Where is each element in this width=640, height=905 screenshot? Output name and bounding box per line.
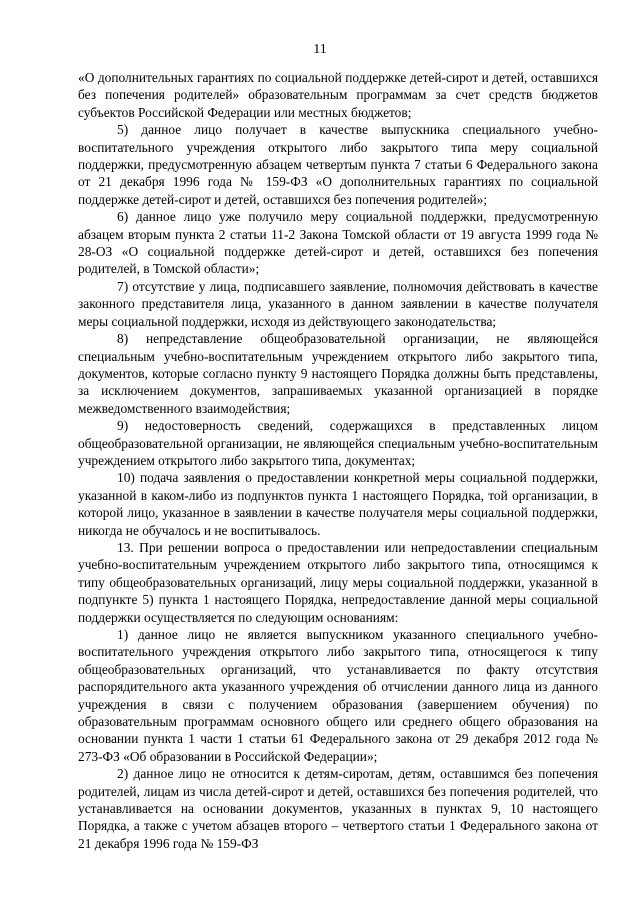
paragraph-item-10: 10) подача заявления о предоставлении конкретной меры социальной поддержки, указанной в каком-либо из подпунктов пункта 1 настоящего Порядка, той организации, в которой лицо, указанное в заявлении в качестве получателя меры социальной поддержки, никогда не обучалось и не воспитывалось. — [78, 470, 598, 538]
paragraph-item-5: 5) данное лицо получает в качестве выпускника специального учебно-воспитательного учреждения открытого либо закрытого типа меру социальной поддержки, предусмотренную абзацем четвертым пункта 7 статьи 6 Федерального закона от 21 декабря 1996 года № 159-ФЗ «О дополнительных гарантиях по социальной поддержке детей-сирот и детей, оставшихся без попечения родителей»; — [78, 122, 598, 207]
paragraph-clause-13: 13. При решении вопроса о предоставлении или непредоставлении специальным учебно-воспитательным учреждением открытого либо закрытого типа, относящимся к типу общеобразовательных организаций, лицу меры социальной поддержки, указанной в подпункте 5) пункта 1 настоящего Порядка, непредоставление данной меры социальной поддержки осуществляется по следующим основаниям: — [78, 539, 598, 625]
paragraph-item-8: 8) непредставление общеобразовательной организации, не являющейся специальным учебно-воспитательным учреждением открытого либо закрытого типа, документов, которые согласно пункту 9 настоящего Порядка должны быть представлены, за исключением документов, запрашиваемых указанной организацией в порядке межведомственного взаимодействия; — [78, 331, 598, 416]
paragraph-item-6: 6) данное лицо уже получило меру социальной поддержки, предусмотренную абзацем вторым пункта 2 статьи 11-2 Закона Томской области от 19 августа 1999 года № 28-ОЗ «О социальной поддержке детей-сирот и детей, оставшихся без попечения родителей, в Томской области»; — [78, 209, 598, 277]
paragraph-item-9: 9) недостоверность сведений, содержащихся в представленных лицом общеобразовательной организации, не являющейся специальным учебно-воспитательным учреждением открытого либо закрытого типа, документах; — [78, 418, 598, 468]
paragraph-clause-13-item-1: 1) данное лицо не является выпускником указанного специального учебно-воспитательного учреждения открытого либо закрытого типа, относящегося к типу общеобразовательных организаций, что устанавливается по факту отсутствия распорядительного акта указанного учреждения об отчислении данного лица из данного учреждения в связи с получением образования (завершением обучения) по образовательным программам основного общего или среднего общего образования на основании пункта 1 части 1 статьи 61 Федерального закона от 29 декабря 2012 года № 273-ФЗ «Об образовании в Российской Федерации»; — [78, 627, 598, 764]
page-number: 11 — [313, 42, 327, 57]
paragraph-item-7: 7) отсутствие у лица, подписавшего заявление, полномочия действовать в качестве законного представителя лица, указанного в данном заявлении в качестве получателя меры социальной поддержки, исходя из действующего законодательства; — [78, 278, 598, 329]
paragraph-clause-13-item-2: 2) данное лицо не относится к детям-сиротам, детям, оставшимся без попечения родителей, лицам из числа детей-сирот и детей, оставшихся без попечения родителей, что устанавливается на основании документов, указанных в пунктах 9, 10 настоящего Порядка, а также с учетом абзацев второго – четвертого статьи 1 Федерального закона от 21 декабря 1996 года № 159-ФЗ — [78, 766, 598, 851]
paragraph-continuation: «О дополнительных гарантиях по социальной поддержке детей-сирот и детей, оставшихся без попечения родителей» образовательным программам за счет средств бюджетов субъектов Российской Федерации или местных бюджетов; — [78, 70, 598, 120]
document-body — [78, 69, 598, 852]
